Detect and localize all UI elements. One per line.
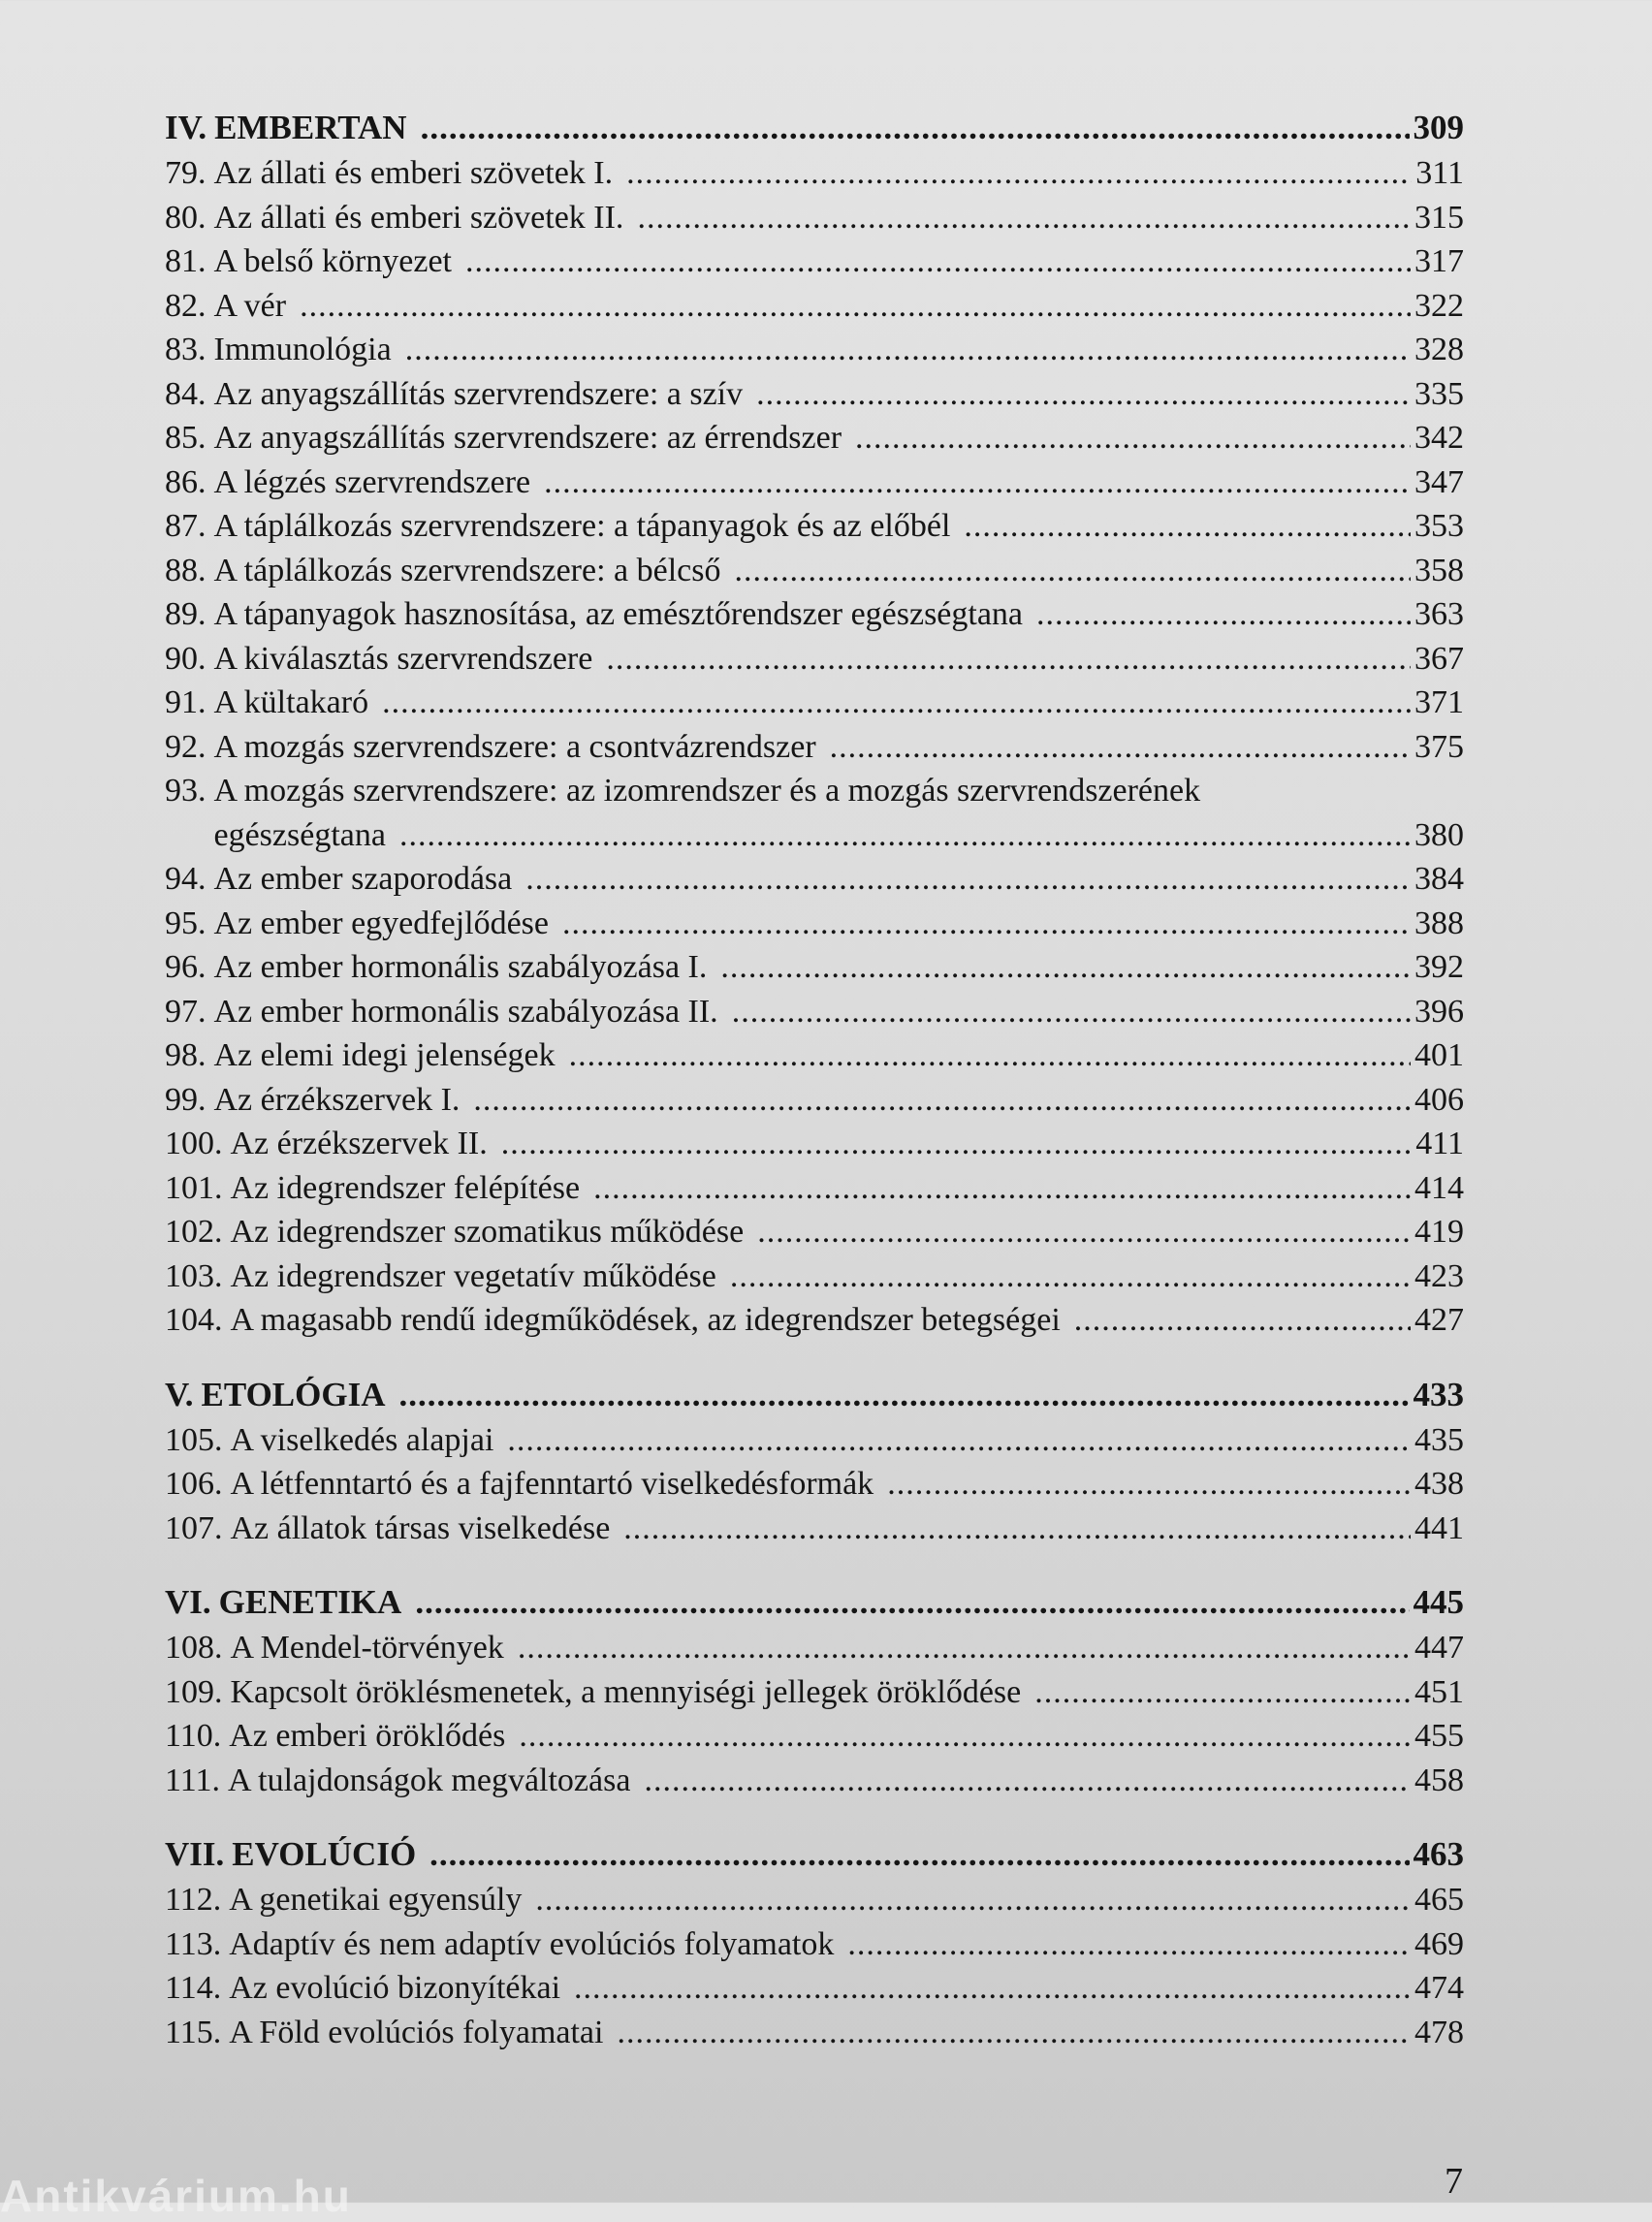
toc-page-number: 478 <box>1414 2014 1464 2050</box>
toc-page-number: 441 <box>1414 1509 1464 1546</box>
section-spacer <box>165 1550 1464 1579</box>
toc-entry[interactable] <box>165 372 1464 417</box>
toc-entry-title: Az állati és emberi szövetek II. <box>213 199 624 236</box>
toc-page-number: 406 <box>1414 1081 1464 1118</box>
toc-entry-number: 79. <box>165 155 206 191</box>
dot-leader <box>562 902 1411 946</box>
toc-entry-number: 95. <box>165 905 206 941</box>
dot-leader <box>574 1966 1411 2011</box>
toc-entry-title: Az idegrendszer szomatikus működése <box>230 1214 745 1250</box>
toc-entry-number: 99. <box>165 1081 206 1118</box>
toc-entry[interactable] <box>165 902 1464 946</box>
toc-page-number: 317 <box>1414 243 1464 279</box>
toc-entry-number: 94. <box>165 861 206 897</box>
dot-leader <box>606 637 1411 682</box>
toc-entry-number: 111. <box>165 1762 220 1798</box>
dot-leader <box>382 681 1411 725</box>
toc-page-number: 419 <box>1414 1214 1464 1250</box>
toc-page-number: 455 <box>1414 1718 1464 1754</box>
toc-entry-number: 91. <box>165 684 206 720</box>
toc-entry-title: Az érzékszervek I. <box>213 1081 461 1118</box>
toc-page-number: 342 <box>1414 420 1464 456</box>
toc-section-heading[interactable] <box>165 1831 1464 1878</box>
dot-leader <box>847 1922 1411 1967</box>
toc-entry[interactable] <box>165 1714 1464 1759</box>
toc-entry-title: Az elemi idegi jelenségek <box>213 1037 556 1073</box>
toc-entry-title: egészségtana <box>213 816 386 853</box>
toc-entry[interactable] <box>165 328 1464 372</box>
toc-entry-title: Adaptív és nem adaptív evolúciós folyamatok <box>229 1925 835 1962</box>
toc-entry-number: 107. <box>165 1509 223 1546</box>
toc-entry-title: A belső környezet <box>213 243 452 279</box>
dot-leader <box>1074 1298 1411 1343</box>
dot-leader <box>507 1418 1411 1463</box>
toc-entry-number: 106. <box>165 1466 223 1502</box>
toc-entry[interactable] <box>165 239 1464 284</box>
toc-entry-title: EMBERTAN <box>214 109 407 146</box>
toc-entry[interactable] <box>165 1878 1464 1922</box>
toc-page-number: 458 <box>1414 1762 1464 1798</box>
dot-leader <box>720 945 1411 990</box>
toc-page-number: 322 <box>1414 287 1464 324</box>
dot-leader <box>569 1033 1411 1078</box>
dot-leader <box>429 1831 1409 1878</box>
toc-entry-number: 101. <box>165 1169 223 1206</box>
dot-leader <box>415 1579 1409 1626</box>
toc-entry-number: 84. <box>165 375 206 412</box>
toc-page-number: 451 <box>1414 1673 1464 1710</box>
toc-entry-title: A kiválasztás szervrendszere <box>213 640 593 677</box>
toc-page-number: 474 <box>1414 1970 1464 2006</box>
toc-entry-title: A táplálkozás szervrendszere: a tápanyagok és az előbél <box>213 508 951 544</box>
dot-leader <box>300 284 1411 329</box>
toc-entry-number: 92. <box>165 728 206 765</box>
dot-leader <box>887 1462 1411 1507</box>
toc-entry-title: Az állati és emberi szövetek I. <box>213 155 614 191</box>
toc-entry-number: 81. <box>165 243 206 279</box>
toc-entry-number: 105. <box>165 1421 223 1458</box>
toc-entry-number: 97. <box>165 993 206 1030</box>
toc-entry-number: 85. <box>165 420 206 456</box>
toc-entry[interactable] <box>165 1210 1464 1254</box>
watermark-text: Antikvárium.hu <box>0 2171 352 2221</box>
toc-entry-number: 88. <box>165 552 206 588</box>
toc-entry[interactable] <box>165 1166 1464 1211</box>
toc-entry-title: A genetikai egyensúly <box>229 1882 523 1918</box>
dot-leader <box>405 328 1411 372</box>
toc-entry[interactable] <box>165 460 1464 505</box>
toc-entry-title: A mozgás szervrendszere: az izomrendszer és a mozgás szervrendszerének <box>213 773 1201 809</box>
toc-entry[interactable] <box>165 725 1464 770</box>
toc-entry[interactable] <box>165 1254 1464 1299</box>
toc-entry-number: 112. <box>165 1882 222 1918</box>
dot-leader <box>637 196 1411 240</box>
toc-entry-title: A táplálkozás szervrendszere: a bélcső <box>213 552 721 588</box>
toc-page-number: 388 <box>1414 905 1464 941</box>
toc-entry-number: 115. <box>165 2014 222 2050</box>
toc-page-number: 414 <box>1414 1169 1464 1206</box>
toc-entry-title: A tulajdonságok megváltozása <box>227 1762 631 1798</box>
toc-page-number: 469 <box>1414 1925 1464 1962</box>
toc-page-number: 309 <box>1413 109 1464 146</box>
dot-leader <box>964 504 1411 549</box>
toc-section-heading[interactable] <box>165 105 1464 151</box>
toc-entry-title: Az idegrendszer vegetatív működése <box>230 1257 716 1294</box>
toc-entry-title: GENETIKA <box>218 1583 402 1621</box>
toc-entry[interactable] <box>165 1966 1464 2011</box>
dot-leader <box>421 105 1410 151</box>
dot-leader <box>525 857 1411 902</box>
toc-page-number: 375 <box>1414 728 1464 765</box>
toc-entry-title: Az anyagszállítás szervrendszere: a szív <box>213 375 744 412</box>
toc-page-number: 392 <box>1414 949 1464 985</box>
toc-entry-title: ETOLÓGIA <box>201 1375 386 1413</box>
dot-leader <box>757 1210 1411 1254</box>
toc-page-number: 463 <box>1413 1835 1464 1873</box>
toc-entry-wrapped[interactable] <box>165 769 1464 813</box>
toc-entry-title: A viselkedés alapjai <box>230 1421 494 1458</box>
dot-leader <box>544 460 1411 505</box>
toc-page-number: 465 <box>1414 1882 1464 1918</box>
toc-page-number: 353 <box>1414 508 1464 544</box>
toc-page-number: 371 <box>1414 684 1464 720</box>
toc-entry-number: 83. <box>165 332 206 367</box>
toc-entry-number: 96. <box>165 949 206 985</box>
toc-entry-title: Az anyagszállítás szervrendszere: az érrendszer <box>213 420 842 456</box>
toc-entry-number: 108. <box>165 1630 223 1666</box>
dot-leader <box>732 990 1411 1034</box>
toc-entry[interactable] <box>165 504 1464 549</box>
toc-page-number: 311 <box>1415 155 1464 191</box>
toc-entry-number: 98. <box>165 1037 206 1073</box>
toc-entry-number: 89. <box>165 596 206 632</box>
toc-entry-number: VI. <box>165 1583 211 1621</box>
toc-entry-number: 93. <box>165 773 206 809</box>
toc-page-number: 447 <box>1414 1630 1464 1666</box>
toc-entry[interactable] <box>165 549 1464 593</box>
toc-entry-number: IV. <box>165 109 207 146</box>
toc-page-number: 367 <box>1414 640 1464 677</box>
toc-page-number: 427 <box>1414 1302 1464 1338</box>
section-spacer <box>165 1802 1464 1831</box>
toc-entry[interactable] <box>165 151 1464 196</box>
dot-leader <box>465 239 1411 284</box>
toc-entry-number: 87. <box>165 508 206 544</box>
dot-leader <box>1036 592 1411 637</box>
toc-entry-title: Az emberi öröklődés <box>229 1718 506 1754</box>
dot-leader <box>830 725 1411 770</box>
toc-entry-title: A magasabb rendű idegműködések, az idegrendszer betegségei <box>230 1302 1061 1338</box>
toc-entry-title: Az ember egyedfejlődése <box>213 905 549 941</box>
toc-entry-title: Kapcsolt öröklésmenetek, a mennyiségi jellegek öröklődése <box>230 1673 1022 1710</box>
toc-entry-title: Immunológia <box>213 332 392 367</box>
toc-page-number: 363 <box>1414 596 1464 632</box>
dot-leader <box>519 1714 1411 1759</box>
toc-entry-number: 109. <box>165 1673 223 1710</box>
toc-entry[interactable] <box>165 945 1464 990</box>
dot-leader <box>644 1759 1411 1803</box>
toc-entry[interactable] <box>165 1033 1464 1078</box>
toc-page-number: 396 <box>1414 993 1464 1030</box>
toc-entry[interactable] <box>165 592 1464 637</box>
toc-entry-title: Az ember hormonális szabályozása II. <box>213 993 718 1030</box>
dot-leader <box>1034 1670 1411 1715</box>
dot-leader <box>756 372 1411 417</box>
toc-page-number: 358 <box>1414 552 1464 588</box>
dot-leader <box>855 416 1411 460</box>
toc-entry[interactable] <box>165 1759 1464 1803</box>
toc-page-number: 435 <box>1414 1421 1464 1458</box>
dot-leader <box>535 1878 1411 1922</box>
toc-entry[interactable] <box>165 1078 1464 1123</box>
toc-entry[interactable] <box>165 1418 1464 1463</box>
toc-page-number: 335 <box>1414 375 1464 412</box>
dot-leader <box>730 1254 1411 1299</box>
toc-entry-number: 114. <box>165 1970 222 2006</box>
dot-leader <box>518 1626 1411 1670</box>
toc-entry[interactable] <box>165 1462 1464 1507</box>
toc-entry[interactable] <box>165 990 1464 1034</box>
toc-page-number: 380 <box>1414 816 1464 853</box>
toc-entry[interactable] <box>165 1670 1464 1715</box>
toc-entry-number: 113. <box>165 1925 222 1962</box>
toc-entry[interactable] <box>165 1507 1464 1551</box>
toc-entry-number: V. <box>165 1375 194 1413</box>
dot-leader <box>473 1078 1411 1123</box>
toc-entry-number: 80. <box>165 199 206 236</box>
table-of-contents <box>165 105 1464 2054</box>
toc-entry-number: 86. <box>165 463 206 500</box>
toc-page-number: 433 <box>1413 1375 1464 1413</box>
toc-entry-title: Az idegrendszer felépítése <box>230 1169 581 1206</box>
toc-entry-title: A Mendel-törvények <box>230 1630 504 1666</box>
toc-entry[interactable] <box>165 857 1464 902</box>
toc-entry-title: A Föld evolúciós folyamatai <box>229 2014 604 2050</box>
toc-section-heading[interactable] <box>165 1579 1464 1626</box>
toc-entry[interactable] <box>165 681 1464 725</box>
toc-entry-title: Az evolúció bizonyítékai <box>229 1970 561 2006</box>
toc-entry-title: Az érzékszervek II. <box>230 1126 488 1161</box>
dot-leader <box>623 1507 1411 1551</box>
toc-entry-title: A vér <box>213 287 287 324</box>
toc-page-number: 423 <box>1414 1257 1464 1294</box>
toc-page-number: 438 <box>1414 1466 1464 1502</box>
toc-entry[interactable] <box>165 637 1464 682</box>
dot-leader <box>399 813 1411 858</box>
toc-entry[interactable] <box>165 196 1464 240</box>
toc-entry[interactable] <box>165 1922 1464 1967</box>
toc-entry[interactable] <box>165 1122 1464 1166</box>
toc-section-heading[interactable] <box>165 1372 1464 1418</box>
toc-entry-number: 90. <box>165 640 206 677</box>
toc-entry[interactable] <box>165 1298 1464 1343</box>
toc-entry[interactable] <box>165 2011 1464 2055</box>
toc-entry-number: 82. <box>165 287 206 324</box>
toc-entry-number: 103. <box>165 1257 223 1294</box>
dot-leader <box>626 151 1412 196</box>
page-number: 7 <box>1445 2161 1463 2202</box>
toc-entry-title: A légzés szervrendszere <box>213 463 531 500</box>
toc-page-number: 411 <box>1415 1126 1464 1161</box>
dot-leader <box>734 549 1411 593</box>
toc-entry-title: Az ember szaporodása <box>213 861 513 897</box>
toc-entry[interactable] <box>165 1626 1464 1670</box>
toc-entry[interactable] <box>165 284 1464 329</box>
toc-page-number: 315 <box>1414 199 1464 236</box>
dot-leader <box>593 1166 1411 1211</box>
toc-entry-title: A tápanyagok hasznosítása, az emésztőrendszer egészségtana <box>213 596 1024 632</box>
toc-entry[interactable] <box>165 416 1464 460</box>
toc-entry-title: Az ember hormonális szabályozása I. <box>213 949 708 985</box>
toc-entry-number: 102. <box>165 1214 223 1250</box>
toc-entry-number: 104. <box>165 1302 223 1338</box>
toc-entry-title: A kültakaró <box>213 684 369 720</box>
toc-page-number: 328 <box>1414 332 1464 367</box>
toc-entry-title: Az állatok társas viselkedése <box>230 1509 611 1546</box>
dot-leader <box>617 2011 1411 2055</box>
toc-entry-number: 110. <box>165 1718 222 1754</box>
dot-leader <box>501 1122 1413 1166</box>
toc-page-number: 384 <box>1414 861 1464 897</box>
toc-entry-number: VII. <box>165 1835 225 1873</box>
toc-entry-number: 100. <box>165 1126 223 1161</box>
section-spacer <box>165 1343 1464 1372</box>
dot-leader <box>399 1372 1410 1418</box>
toc-entry-title: A mozgás szervrendszere: a csontvázrendszer <box>213 728 816 765</box>
toc-page-number: 401 <box>1414 1037 1464 1073</box>
toc-entry-title: A létfenntartó és a fajfenntartó viselkedésformák <box>230 1466 874 1502</box>
toc-page-number: 445 <box>1413 1583 1464 1621</box>
toc-entry-continuation[interactable] <box>165 813 1464 858</box>
toc-entry-title: EVOLÚCIÓ <box>232 1835 417 1873</box>
toc-page-number: 347 <box>1414 463 1464 500</box>
